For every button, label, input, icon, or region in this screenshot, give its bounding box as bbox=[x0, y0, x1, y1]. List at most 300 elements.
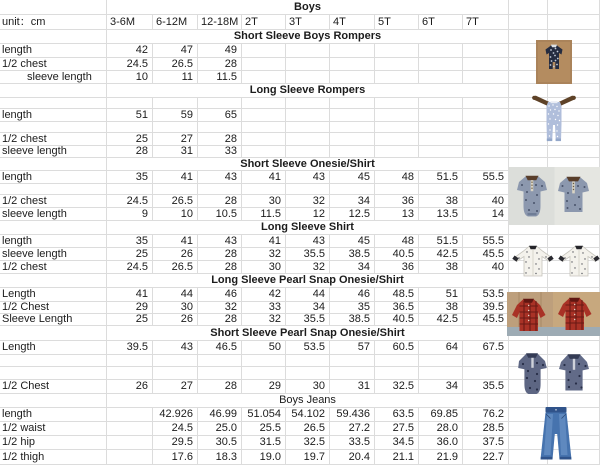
data-row bbox=[0, 436, 600, 450]
value-cell: 40.5 bbox=[375, 248, 419, 261]
value-cell: 34 bbox=[330, 195, 375, 208]
value-cell: 32 bbox=[198, 302, 242, 314]
image-col-cell bbox=[509, 436, 548, 450]
row-label-cell: sleeve length bbox=[0, 208, 107, 221]
value-cell: 25 bbox=[107, 248, 153, 261]
value-cell: 28 bbox=[198, 380, 242, 394]
value-cell bbox=[242, 58, 286, 71]
value-cell: 59.436 bbox=[330, 408, 375, 422]
value-cell bbox=[286, 109, 330, 122]
value-cell bbox=[419, 146, 463, 158]
value-cell: 19.0 bbox=[242, 450, 286, 465]
row-label-cell bbox=[0, 30, 107, 44]
size-header-cell: 3-6M bbox=[107, 15, 153, 30]
image-col-cell bbox=[548, 380, 600, 394]
value-cell bbox=[286, 184, 330, 195]
value-cell bbox=[153, 98, 198, 109]
image-col-cell bbox=[548, 422, 600, 436]
row-label-cell bbox=[0, 84, 107, 98]
value-cell: 25.0 bbox=[198, 422, 242, 436]
size-header-cell: 4T bbox=[330, 15, 375, 30]
image-col-cell bbox=[548, 248, 600, 261]
value-cell: 12 bbox=[286, 208, 330, 221]
section-title: Short Sleeve Onesie/Shirt bbox=[107, 158, 509, 171]
value-cell: 21.9 bbox=[419, 450, 463, 465]
data-row bbox=[0, 341, 600, 355]
value-cell: 30 bbox=[286, 380, 330, 394]
value-cell bbox=[330, 367, 375, 380]
row-label-cell: 1/2 thigh bbox=[0, 450, 107, 465]
value-cell: 35 bbox=[330, 302, 375, 314]
row-label-cell bbox=[0, 0, 107, 15]
value-cell: 13.5 bbox=[419, 208, 463, 221]
row-label-cell: 1/2 hip bbox=[0, 436, 107, 450]
empty-row bbox=[0, 184, 600, 195]
empty-row bbox=[0, 98, 600, 109]
data-row bbox=[0, 422, 600, 436]
value-cell bbox=[330, 184, 375, 195]
image-col-cell bbox=[509, 274, 548, 288]
row-label-cell bbox=[0, 394, 107, 408]
value-cell: 24.5 bbox=[107, 195, 153, 208]
value-cell: 29 bbox=[107, 302, 153, 314]
size-header-cell: 5T bbox=[375, 15, 419, 30]
value-cell bbox=[375, 44, 419, 58]
value-cell: 12.5 bbox=[330, 208, 375, 221]
image-col-cell bbox=[509, 44, 548, 58]
row-label-cell: 1/2 waist bbox=[0, 422, 107, 436]
value-cell: 38 bbox=[419, 195, 463, 208]
value-cell: 47 bbox=[153, 44, 198, 58]
value-cell: 35.5 bbox=[463, 380, 509, 394]
value-cell: 33 bbox=[198, 146, 242, 158]
image-col-cell bbox=[548, 158, 600, 171]
value-cell: 38 bbox=[419, 302, 463, 314]
value-cell bbox=[330, 58, 375, 71]
empty-row bbox=[0, 122, 600, 133]
value-cell bbox=[286, 367, 330, 380]
value-cell: 26 bbox=[153, 314, 198, 326]
value-cell bbox=[198, 367, 242, 380]
value-cell bbox=[198, 98, 242, 109]
value-cell bbox=[419, 98, 463, 109]
value-cell: 28 bbox=[198, 195, 242, 208]
value-cell: 24.5 bbox=[107, 261, 153, 274]
value-cell: 41 bbox=[107, 288, 153, 302]
value-cell bbox=[242, 146, 286, 158]
row-label-cell: Sleeve Length bbox=[0, 314, 107, 326]
value-cell: 46.99 bbox=[198, 408, 242, 422]
value-cell: 24.5 bbox=[107, 58, 153, 71]
image-col-cell bbox=[509, 408, 548, 422]
value-cell: 45.5 bbox=[463, 248, 509, 261]
value-cell: 51 bbox=[419, 288, 463, 302]
value-cell bbox=[463, 122, 509, 133]
value-cell bbox=[419, 71, 463, 84]
value-cell bbox=[419, 355, 463, 367]
value-cell: 44 bbox=[153, 288, 198, 302]
row-label-cell: length bbox=[0, 408, 107, 422]
image-col-cell bbox=[548, 44, 600, 58]
value-cell bbox=[153, 184, 198, 195]
value-cell: 63.5 bbox=[375, 408, 419, 422]
value-cell: 76.2 bbox=[463, 408, 509, 422]
row-label-cell bbox=[0, 326, 107, 341]
data-row bbox=[0, 248, 600, 261]
section-title: Short Sleeve Boys Rompers bbox=[107, 30, 509, 44]
value-cell bbox=[375, 109, 419, 122]
size-header-cell: 2T bbox=[242, 15, 286, 30]
empty-row bbox=[0, 355, 600, 367]
image-col-cell bbox=[509, 195, 548, 208]
value-cell bbox=[242, 367, 286, 380]
image-col-cell bbox=[548, 0, 600, 15]
data-row bbox=[0, 44, 600, 58]
image-col-cell bbox=[548, 109, 600, 122]
value-cell bbox=[286, 122, 330, 133]
section-title: Short Sleeve Pearl Snap Onesie/Shirt bbox=[107, 326, 509, 341]
image-col-cell bbox=[509, 380, 548, 394]
value-cell: 48 bbox=[375, 171, 419, 184]
value-cell: 11.5 bbox=[242, 208, 286, 221]
value-cell: 26.5 bbox=[286, 422, 330, 436]
section-row bbox=[0, 274, 600, 288]
value-cell: 46 bbox=[198, 288, 242, 302]
data-row bbox=[0, 133, 600, 146]
section-row bbox=[0, 326, 600, 341]
value-cell: 45.5 bbox=[463, 314, 509, 326]
value-cell: 49 bbox=[198, 44, 242, 58]
data-row bbox=[0, 58, 600, 71]
row-label-cell: length bbox=[0, 235, 107, 248]
value-cell: 34 bbox=[419, 380, 463, 394]
section-title: Boys Jeans bbox=[107, 394, 509, 408]
image-col-cell bbox=[509, 235, 548, 248]
value-cell: 27.2 bbox=[330, 422, 375, 436]
value-cell bbox=[107, 436, 153, 450]
value-cell: 46 bbox=[330, 288, 375, 302]
value-cell: 38 bbox=[419, 261, 463, 274]
size-header-cell: 6-12M bbox=[153, 15, 198, 30]
value-cell bbox=[107, 122, 153, 133]
image-col-cell bbox=[548, 408, 600, 422]
image-col-cell bbox=[548, 146, 600, 158]
value-cell: 51.054 bbox=[242, 408, 286, 422]
value-cell bbox=[375, 58, 419, 71]
data-row bbox=[0, 235, 600, 248]
value-cell: 55.5 bbox=[463, 235, 509, 248]
value-cell: 44 bbox=[286, 288, 330, 302]
value-cell bbox=[107, 367, 153, 380]
image-col-cell bbox=[509, 367, 548, 380]
value-cell: 29.5 bbox=[153, 436, 198, 450]
row-label-cell: 1/2 chest bbox=[0, 133, 107, 146]
value-cell: 32.5 bbox=[286, 436, 330, 450]
value-cell bbox=[242, 122, 286, 133]
data-row bbox=[0, 195, 600, 208]
value-cell bbox=[463, 146, 509, 158]
value-cell: 48 bbox=[375, 235, 419, 248]
value-cell: 32.5 bbox=[375, 380, 419, 394]
value-cell: 28 bbox=[198, 261, 242, 274]
value-cell: 53.5 bbox=[286, 341, 330, 355]
size-header-cell: 6T bbox=[419, 15, 463, 30]
value-cell bbox=[107, 408, 153, 422]
value-cell bbox=[198, 184, 242, 195]
value-cell: 27 bbox=[153, 133, 198, 146]
value-cell: 41 bbox=[242, 235, 286, 248]
value-cell: 17.6 bbox=[153, 450, 198, 465]
image-col-cell bbox=[548, 302, 600, 314]
image-col-cell bbox=[548, 195, 600, 208]
image-col-cell bbox=[548, 235, 600, 248]
row-label-cell: 1/2 chest bbox=[0, 195, 107, 208]
value-cell bbox=[375, 367, 419, 380]
value-cell: 25 bbox=[107, 314, 153, 326]
value-cell: 41 bbox=[153, 235, 198, 248]
value-cell bbox=[375, 98, 419, 109]
value-cell: 38.5 bbox=[330, 248, 375, 261]
value-cell: 22.7 bbox=[463, 450, 509, 465]
image-col-cell bbox=[509, 109, 548, 122]
image-col-cell bbox=[548, 355, 600, 367]
value-cell bbox=[153, 355, 198, 367]
value-cell bbox=[286, 133, 330, 146]
image-col-cell bbox=[548, 436, 600, 450]
value-cell: 32 bbox=[242, 314, 286, 326]
value-cell bbox=[463, 58, 509, 71]
value-cell: 34 bbox=[286, 302, 330, 314]
value-cell: 28.0 bbox=[419, 422, 463, 436]
value-cell: 60.5 bbox=[375, 341, 419, 355]
image-col-cell bbox=[509, 58, 548, 71]
value-cell: 65 bbox=[198, 109, 242, 122]
value-cell bbox=[330, 44, 375, 58]
image-col-cell bbox=[548, 326, 600, 341]
value-cell: 28 bbox=[107, 146, 153, 158]
data-row bbox=[0, 71, 600, 84]
value-cell: 67.5 bbox=[463, 341, 509, 355]
data-row bbox=[0, 261, 600, 274]
value-cell bbox=[463, 98, 509, 109]
value-cell: 28 bbox=[198, 314, 242, 326]
row-label-cell: sleeve length bbox=[0, 146, 107, 158]
value-cell: 50 bbox=[242, 341, 286, 355]
value-cell: 48.5 bbox=[375, 288, 419, 302]
value-cell: 25.5 bbox=[242, 422, 286, 436]
value-cell: 27 bbox=[153, 380, 198, 394]
image-col-cell bbox=[509, 394, 548, 408]
value-cell: 9 bbox=[107, 208, 153, 221]
value-cell: 28 bbox=[198, 248, 242, 261]
value-cell: 30 bbox=[242, 195, 286, 208]
image-col-cell bbox=[509, 261, 548, 274]
size-header-cell: 7T bbox=[463, 15, 509, 30]
value-cell: 32 bbox=[286, 261, 330, 274]
image-col-cell bbox=[548, 184, 600, 195]
value-cell bbox=[286, 71, 330, 84]
value-cell: 10.5 bbox=[198, 208, 242, 221]
value-cell: 43 bbox=[198, 235, 242, 248]
image-col-cell bbox=[548, 274, 600, 288]
value-cell bbox=[419, 133, 463, 146]
value-cell: 53.5 bbox=[463, 288, 509, 302]
value-cell bbox=[153, 367, 198, 380]
row-label-cell: 1/2 Chest bbox=[0, 380, 107, 394]
value-cell: 18.3 bbox=[198, 450, 242, 465]
row-label-cell bbox=[0, 122, 107, 133]
data-row bbox=[0, 171, 600, 184]
value-cell bbox=[198, 355, 242, 367]
value-cell: 69.85 bbox=[419, 408, 463, 422]
value-cell bbox=[242, 133, 286, 146]
column-header-row bbox=[0, 15, 600, 30]
empty-row bbox=[0, 367, 600, 380]
row-label-cell bbox=[0, 355, 107, 367]
row-label-cell bbox=[0, 367, 107, 380]
image-col-cell bbox=[548, 367, 600, 380]
data-row bbox=[0, 208, 600, 221]
value-cell: 31 bbox=[330, 380, 375, 394]
value-cell: 31 bbox=[153, 146, 198, 158]
row-label-cell: Length bbox=[0, 288, 107, 302]
value-cell: 26.5 bbox=[153, 261, 198, 274]
value-cell bbox=[242, 355, 286, 367]
value-cell: 30 bbox=[242, 261, 286, 274]
value-cell: 33 bbox=[242, 302, 286, 314]
row-label-cell bbox=[0, 274, 107, 288]
value-cell bbox=[242, 98, 286, 109]
value-cell: 31.5 bbox=[242, 436, 286, 450]
value-cell: 21.1 bbox=[375, 450, 419, 465]
value-cell bbox=[419, 58, 463, 71]
value-cell: 34 bbox=[330, 261, 375, 274]
value-cell bbox=[286, 58, 330, 71]
value-cell: 11 bbox=[153, 71, 198, 84]
value-cell: 28 bbox=[198, 58, 242, 71]
value-cell bbox=[463, 71, 509, 84]
row-label-cell: 1/2 chest bbox=[0, 261, 107, 274]
section-row bbox=[0, 221, 600, 235]
image-col-cell bbox=[509, 184, 548, 195]
value-cell: 28 bbox=[198, 133, 242, 146]
value-cell: 25 bbox=[107, 133, 153, 146]
value-cell: 30.5 bbox=[198, 436, 242, 450]
value-cell: 32 bbox=[242, 248, 286, 261]
value-cell: 41 bbox=[242, 171, 286, 184]
section-row bbox=[0, 84, 600, 98]
value-cell bbox=[419, 184, 463, 195]
image-col-cell bbox=[509, 158, 548, 171]
value-cell: 42 bbox=[107, 44, 153, 58]
value-cell: 64 bbox=[419, 341, 463, 355]
value-cell bbox=[286, 44, 330, 58]
image-col-cell bbox=[548, 341, 600, 355]
size-header-cell: 3T bbox=[286, 15, 330, 30]
image-col-cell bbox=[509, 84, 548, 98]
value-cell: 57 bbox=[330, 341, 375, 355]
data-row bbox=[0, 380, 600, 394]
image-col-cell bbox=[509, 422, 548, 436]
value-cell bbox=[330, 71, 375, 84]
data-row bbox=[0, 288, 600, 302]
value-cell: 26.5 bbox=[153, 195, 198, 208]
row-label-cell: Length bbox=[0, 341, 107, 355]
value-cell bbox=[107, 422, 153, 436]
value-cell bbox=[107, 450, 153, 465]
value-cell: 51.5 bbox=[419, 171, 463, 184]
image-col-cell bbox=[509, 208, 548, 221]
value-cell bbox=[330, 146, 375, 158]
image-col-cell bbox=[509, 341, 548, 355]
value-cell: 30 bbox=[153, 302, 198, 314]
row-label-cell bbox=[0, 98, 107, 109]
row-label-cell: 1/2 chest bbox=[0, 58, 107, 71]
image-col-cell bbox=[509, 314, 548, 326]
value-cell: 51 bbox=[107, 109, 153, 122]
value-cell bbox=[463, 133, 509, 146]
image-col-cell bbox=[548, 58, 600, 71]
value-cell: 36.0 bbox=[419, 436, 463, 450]
value-cell: 42.5 bbox=[419, 248, 463, 261]
value-cell bbox=[375, 71, 419, 84]
value-cell bbox=[153, 122, 198, 133]
value-cell bbox=[330, 109, 375, 122]
value-cell bbox=[242, 71, 286, 84]
row-label-cell bbox=[0, 158, 107, 171]
value-cell bbox=[463, 109, 509, 122]
data-row bbox=[0, 450, 600, 465]
value-cell: 38.5 bbox=[330, 314, 375, 326]
image-col-cell bbox=[509, 98, 548, 109]
value-cell: 37.5 bbox=[463, 436, 509, 450]
value-cell: 24.5 bbox=[153, 422, 198, 436]
value-cell: 54.102 bbox=[286, 408, 330, 422]
image-col-cell bbox=[509, 355, 548, 367]
value-cell bbox=[242, 44, 286, 58]
value-cell: 40.5 bbox=[375, 314, 419, 326]
value-cell: 29 bbox=[242, 380, 286, 394]
value-cell: 43 bbox=[153, 341, 198, 355]
section-row bbox=[0, 30, 600, 44]
image-col-cell bbox=[548, 122, 600, 133]
value-cell bbox=[330, 133, 375, 146]
value-cell: 32 bbox=[286, 195, 330, 208]
value-cell bbox=[242, 184, 286, 195]
image-col-cell bbox=[548, 208, 600, 221]
value-cell bbox=[463, 44, 509, 58]
value-cell bbox=[463, 355, 509, 367]
table-title: Boys bbox=[107, 0, 509, 15]
value-cell: 33.5 bbox=[330, 436, 375, 450]
image-col-cell bbox=[548, 71, 600, 84]
row-label-cell: 1/2 Chest bbox=[0, 302, 107, 314]
image-col-cell bbox=[509, 0, 548, 15]
image-col-cell bbox=[509, 71, 548, 84]
image-col-cell bbox=[548, 133, 600, 146]
value-cell: 35.5 bbox=[286, 314, 330, 326]
row-label-cell: sleeve length bbox=[0, 248, 107, 261]
value-cell bbox=[330, 98, 375, 109]
row-label-cell: length bbox=[0, 109, 107, 122]
row-label-cell bbox=[0, 184, 107, 195]
value-cell bbox=[330, 122, 375, 133]
value-cell bbox=[375, 133, 419, 146]
value-cell: 13 bbox=[375, 208, 419, 221]
image-col-cell bbox=[548, 261, 600, 274]
value-cell: 43 bbox=[198, 171, 242, 184]
value-cell: 14 bbox=[463, 208, 509, 221]
